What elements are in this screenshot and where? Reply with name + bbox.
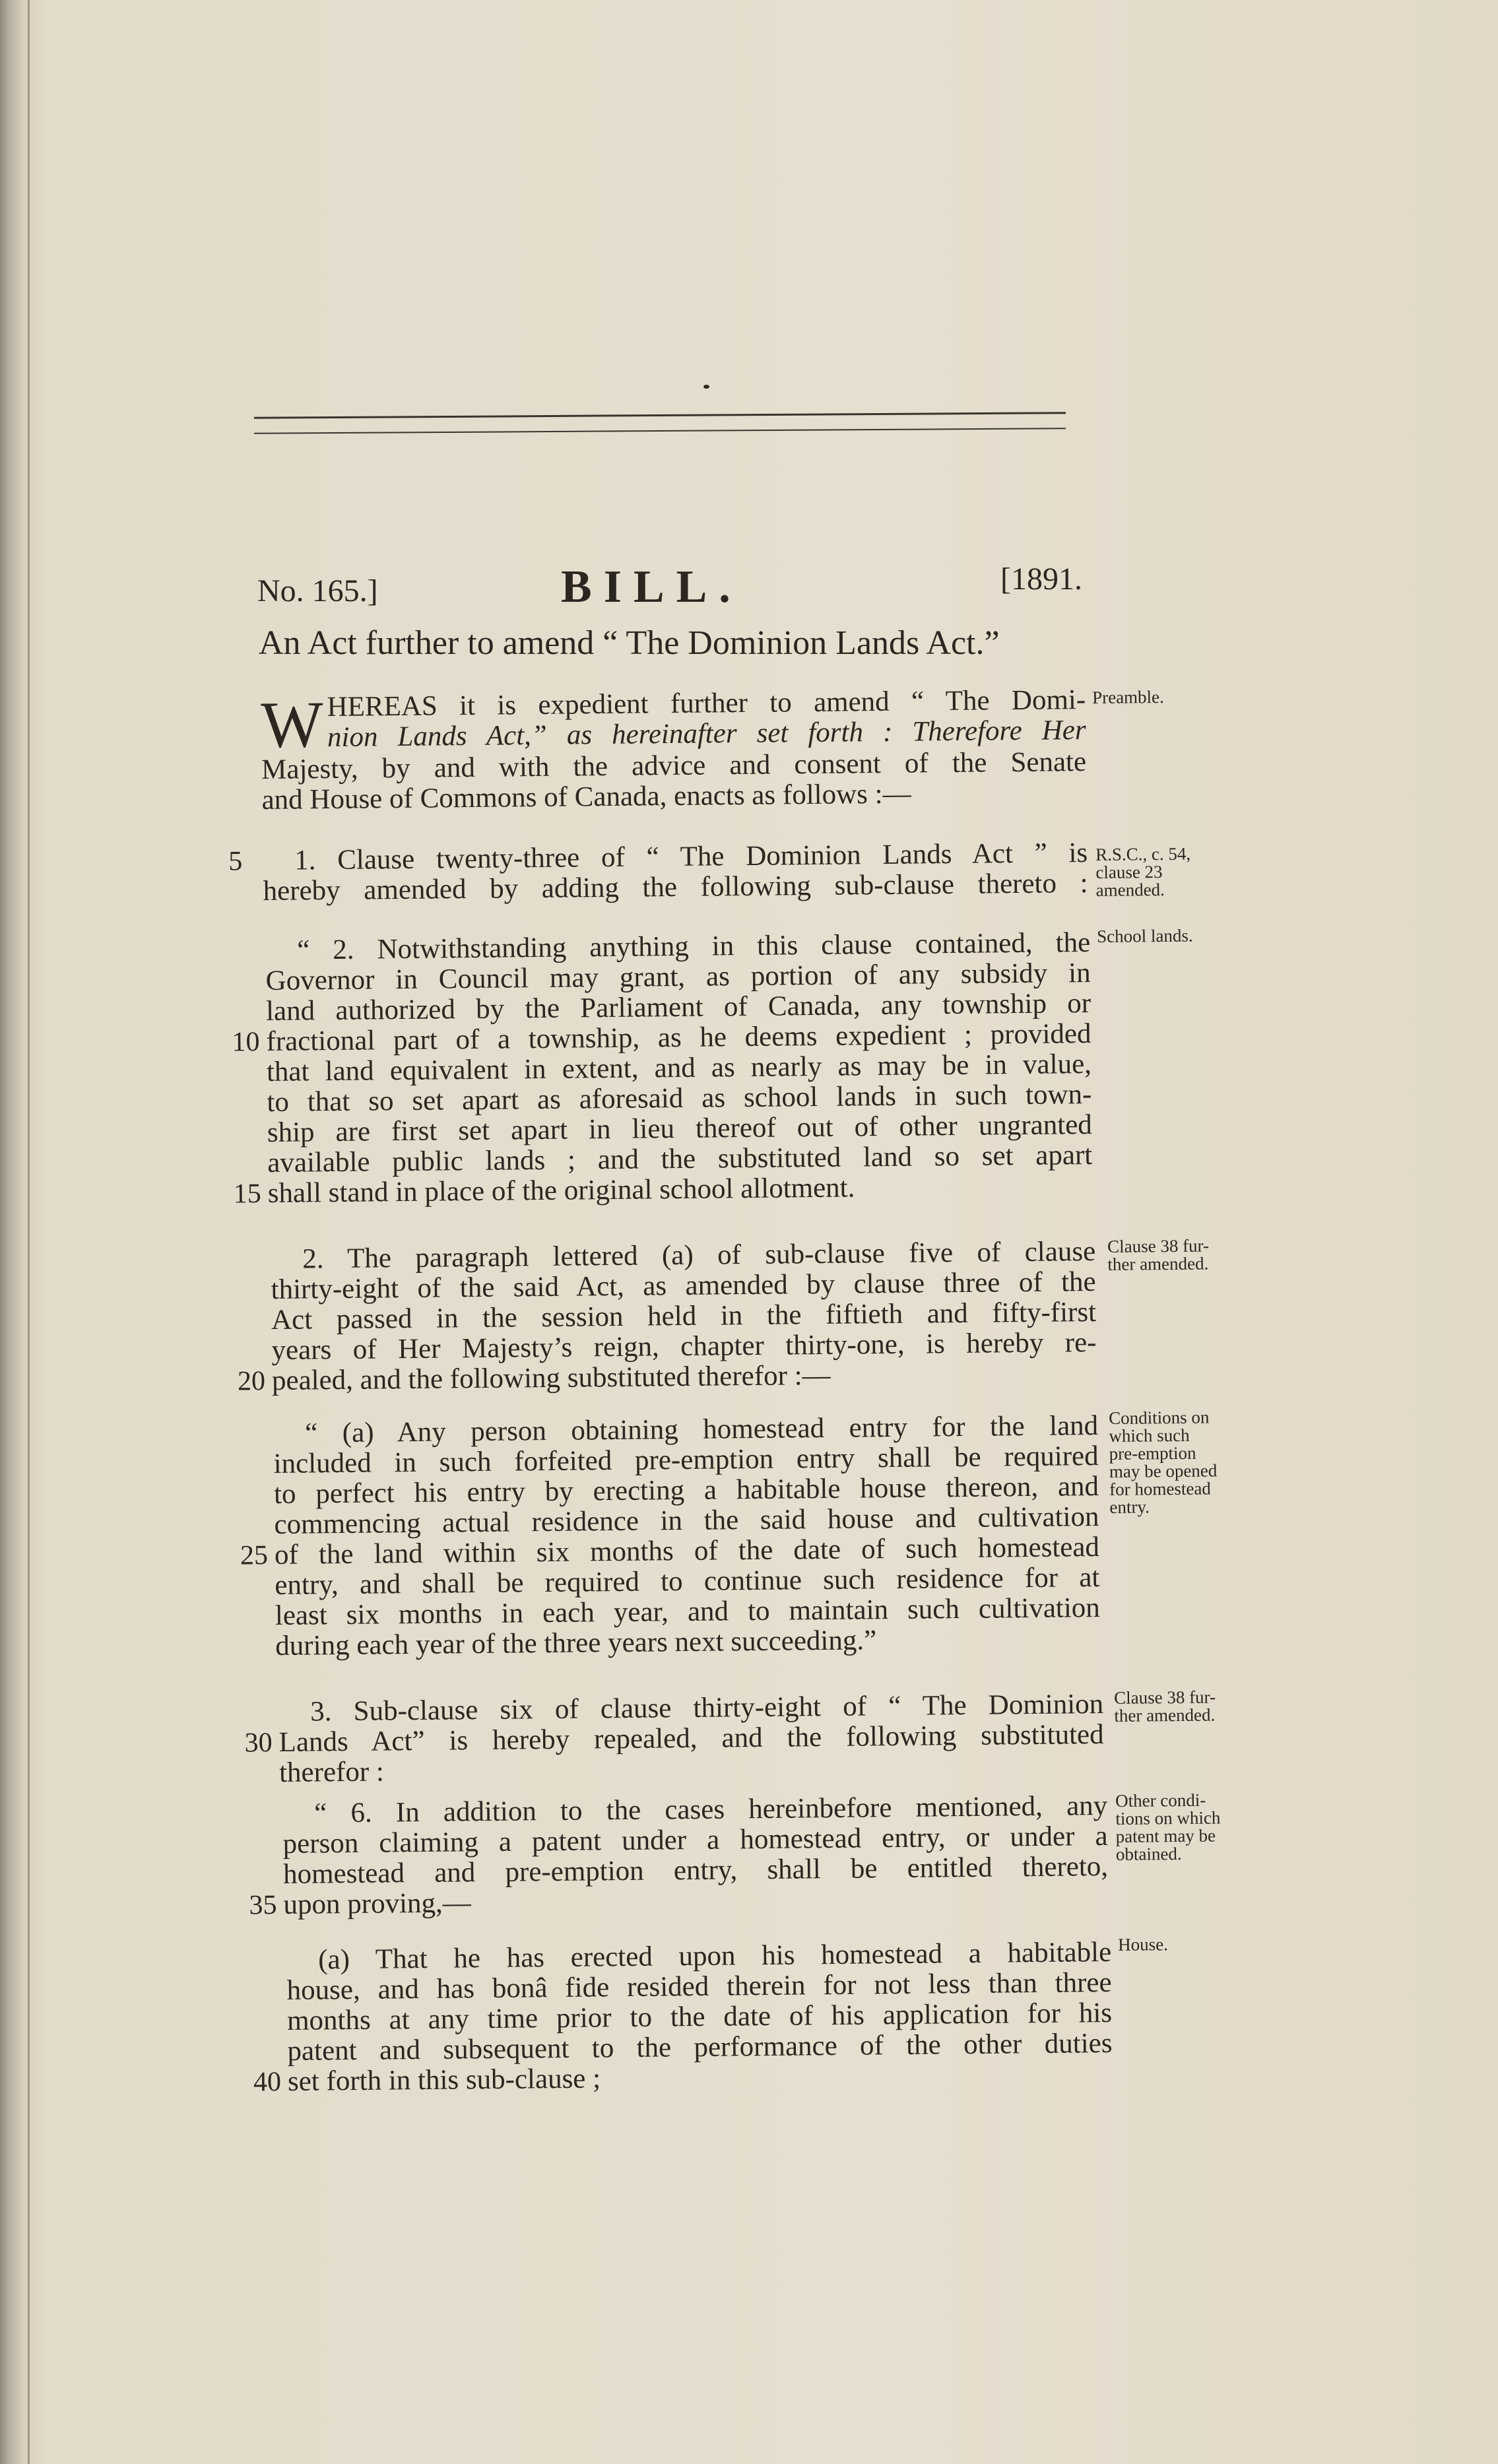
margin-note-line: may be opened (1109, 1460, 1218, 1481)
section-1 (228, 837, 1088, 907)
section-line-text: upon proving,— (283, 1887, 472, 1920)
margin-note-section-2 (1107, 1237, 1209, 1274)
section-line (249, 1882, 1108, 1921)
line-number: 35 (249, 1890, 277, 1921)
line-number: 5 (228, 846, 243, 877)
section-line (275, 1623, 1100, 1662)
margin-note-line: tions on which (1115, 1807, 1221, 1829)
preamble-line: HEREAS it is expedient further to amend “ The Domi- (327, 684, 1086, 723)
section-line-text: to perfect his entry by erecting a habitable house thereon, and (273, 1470, 1099, 1510)
preamble-block (261, 685, 1087, 816)
header-rule-thin (254, 428, 1066, 434)
margin-note-line: which such (1109, 1425, 1190, 1446)
preamble-line-text: nion Lands Act,” as hereinafter set forth : Therefore Her (327, 714, 1086, 754)
line-number: 15 (233, 1179, 261, 1210)
section-line-text: 1. Clause twenty-three of “ The Dominion Lands Act ” is (294, 837, 1088, 876)
margin-note-line: pre-emption (1109, 1443, 1196, 1464)
section-line-text: “ 6. In addition to the cases hereinbefore mentioned, any (313, 1790, 1108, 1829)
bill-year: [1891. (1000, 562, 1082, 597)
section-3-paragraph-a (253, 1937, 1113, 2098)
margin-note-line: School lands. (1096, 925, 1193, 946)
section-line-text: homestead and pre-emption entry, shall be entitled thereto, (282, 1850, 1109, 1890)
margin-note-line: Preamble. (1091, 686, 1164, 707)
preamble-dropcap: W (260, 688, 324, 762)
preamble-line: Majesty, by and with the advice and consent of the Senate (261, 746, 1087, 785)
section-line (237, 1358, 1097, 1397)
section-line-text: shall stand in place of the original school allotment. (267, 1172, 855, 1209)
header-rule-thick (254, 412, 1066, 419)
margin-note-line: Conditions on (1108, 1407, 1210, 1428)
section-line-text: “ (a) Any person obtaining homestead entry for the land (304, 1410, 1099, 1449)
margin-note-line: amended. (1095, 879, 1165, 900)
section-2-subclause (240, 1410, 1101, 1662)
section-line-text: 3. Sub-clause six of clause thirty-eight of “ The Dominion (309, 1689, 1104, 1728)
margin-note-preamble (1092, 688, 1164, 707)
section-line-text: therefor : (278, 1756, 385, 1788)
section-line-text: Lands Act” is hereby repealed, and the following substituted (278, 1718, 1104, 1758)
section-line (233, 1171, 1093, 1210)
section-line-text: set forth in this sub-clause ; (287, 2063, 601, 2097)
section-line-text: entry, and shall be required to continue such residence for at (275, 1561, 1100, 1601)
section-line-text: land authorized by the Parliament of Canada, any township or (265, 987, 1091, 1027)
bill-number: No. 165.] (257, 573, 378, 608)
margin-note-line: patent may be (1115, 1825, 1216, 1846)
section-line-text: of the land within six months of the date of such homestead (274, 1531, 1100, 1571)
line-number: 30 (244, 1728, 273, 1759)
margin-note-line: entry. (1109, 1497, 1150, 1517)
section-line-text: available public lands ; and the substituted land so set apart (267, 1139, 1093, 1179)
section-line-text: “ 2. Notwithstanding anything in this clause contained, the (296, 927, 1091, 966)
margin-note-line: R.S.C., c. 54, (1095, 843, 1191, 864)
section-line-text: thirty-eight of the said Act, as amended by clause three of the (271, 1266, 1096, 1305)
line-number: 40 (253, 2067, 282, 2098)
section-3-subclause (249, 1790, 1109, 1921)
margin-note-section-1 (1095, 845, 1191, 899)
margin-note-conditions (1109, 1408, 1218, 1516)
margin-note-line: obtained. (1115, 1844, 1182, 1864)
section-line-text: Act passed in the session held in the fiftieth and fifty-first (271, 1296, 1097, 1336)
section-line-text: years of Her Majesty’s reign, chapter thirty-one, is hereby re- (271, 1326, 1097, 1366)
margin-note-line: Clause 38 fur- (1113, 1687, 1216, 1708)
section-line: hereby amended by adding the following sub-clause thereto : (263, 867, 1088, 907)
margin-note-line: clause 23 (1095, 862, 1163, 882)
margin-note-house (1118, 1935, 1168, 1954)
margin-note-line: Other condi- (1115, 1790, 1206, 1811)
bill-title: BILL. (561, 562, 742, 612)
margin-note-other-conditions (1115, 1791, 1221, 1864)
margin-note-line: ther amended. (1114, 1704, 1216, 1726)
section-line-text: (a) That he has erected upon his homestead a habitable (317, 1937, 1112, 1976)
section-line-text: person claiming a patent under a homestead entry, or under a (282, 1820, 1108, 1860)
margin-note-line: ther amended. (1107, 1253, 1209, 1274)
section-1-subclause (232, 927, 1093, 1210)
section-line-text: commencing actual residence in the said house and cultivation (274, 1501, 1099, 1540)
section-line-text: included in such forfeited pre-emption entry shall be required (273, 1440, 1099, 1479)
ornament-dot (703, 385, 709, 389)
section-line-text: months at any time prior to the date of his application for his (286, 1997, 1113, 2036)
section-2 (237, 1236, 1097, 1397)
section-line-text: to that so set apart as aforesaid as school lands in such town- (267, 1078, 1092, 1118)
line-number: 25 (240, 1540, 269, 1571)
bill-header (257, 561, 1082, 620)
section-line-text: during each year of the three years next succeeding.” (275, 1625, 877, 1662)
bill-subtitle: An Act further to amend “ The Dominion Lands Act.” (259, 624, 1000, 662)
binding-edge (28, 0, 30, 2464)
section-line (253, 2059, 1113, 2098)
section-line-text: house, and has bonâ fide resided therein for not less than three (286, 1966, 1112, 2006)
line-number: 20 (237, 1366, 266, 1397)
margin-note-school-lands (1097, 927, 1193, 946)
line-number: 10 (232, 1027, 260, 1058)
section-line-text: ship are first set apart in lieu thereof out of other ungranted (267, 1109, 1093, 1148)
section-line-text: that land equivalent in extent, and as nearly as may be in value, (266, 1048, 1092, 1087)
section-line-text: pealed, and the following substituted therefor :— (271, 1359, 831, 1396)
section-line-text: Governor in Council may grant, as portion of any subsidy in (265, 957, 1091, 996)
preamble-line: and House of Commons of Canada, enacts as follows :— (261, 778, 911, 816)
section-3 (244, 1689, 1104, 1788)
section-line-text: 2. The paragraph lettered (a) of sub-clause five of clause (302, 1236, 1096, 1275)
section-line-text: patent and subsequent to the performance of the other duties (287, 2027, 1113, 2067)
section-line-text: fractional part of a township, as he deems expedient ; provided (266, 1018, 1091, 1057)
margin-note-line: Clause 38 fur- (1107, 1235, 1210, 1256)
section-line-text: least six months in each year, and to maintain such cultivation (275, 1592, 1101, 1631)
margin-note-line: for homestead (1109, 1478, 1212, 1499)
margin-note-line: House. (1117, 1934, 1169, 1955)
margin-note-section-3 (1114, 1689, 1216, 1725)
